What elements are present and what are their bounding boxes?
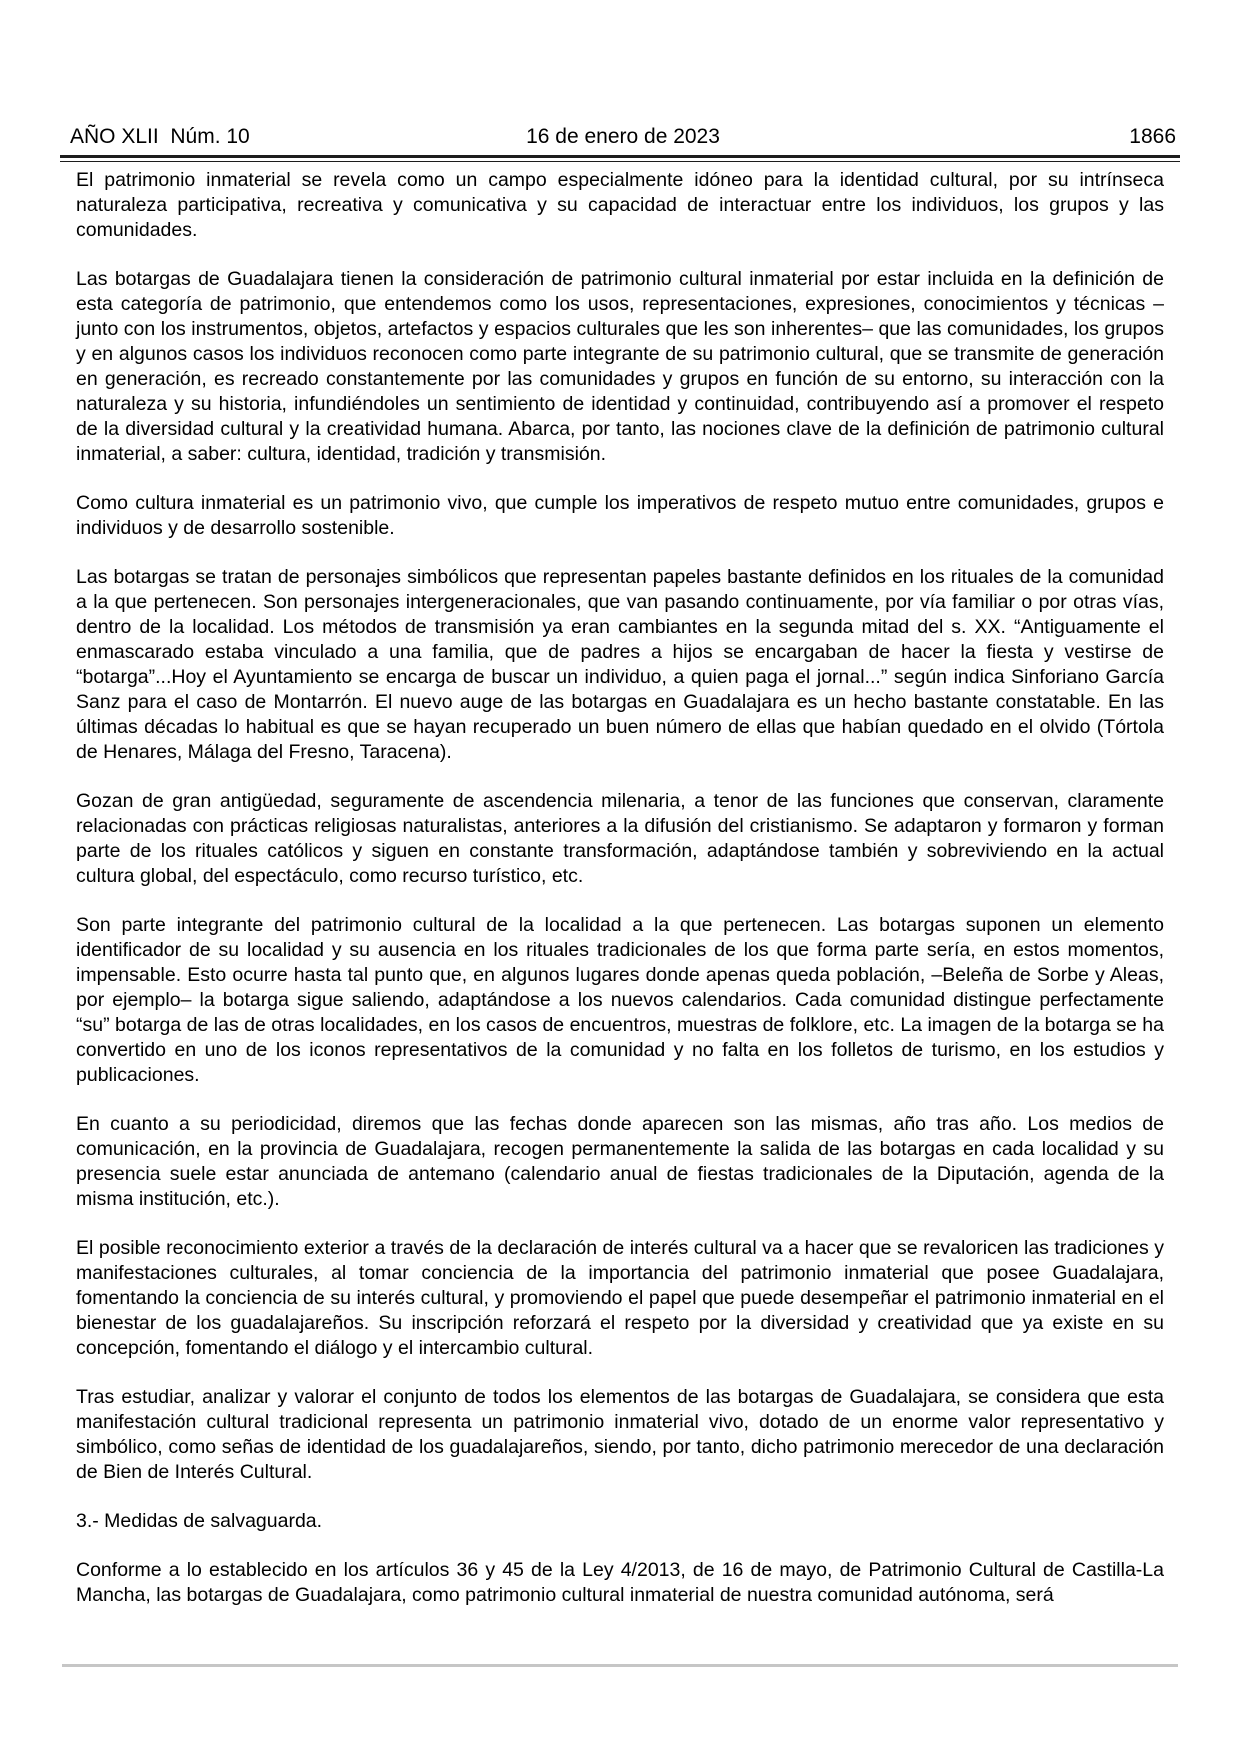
page-header — [70, 124, 1176, 150]
closing-paragraph: Conforme a lo establecido en los artículos 36 y 45 de la Ley 4/2013, de 16 de mayo, de Patrimonio Cultural de Castilla-La Mancha, las botargas de Guadalajara, como patrimonio cultural inmaterial de nuestra comunidad autónoma, será — [76, 1559, 1164, 1606]
paragraph: Gozan de gran antigüedad, seguramente de ascendencia milenaria, a tenor de las funciones que conservan, claramente relacionadas con prácticas religiosas naturalistas, anteriores a la difusión del cristianismo. Se adaptaron y formaron y forman parte de los rituales católicos y siguen en constante transformación, adaptándose también y sobreviviendo en la actual cultura global, del espectáculo, como recurso turístico, etc. — [76, 790, 1164, 887]
page-number: 1866 — [1129, 125, 1176, 148]
paragraph: El patrimonio inmaterial se revela como un campo especialmente idóneo para la identidad cultural, por su intrínseca naturaleza participativa, recreativa y comunicativa y su capacidad de interactuar entre los individuos, los grupos y las comunidades. — [76, 169, 1164, 241]
document-body — [76, 168, 1164, 1632]
paragraph: Las botargas se tratan de personajes simbólicos que representan papeles bastante definidos en los rituales de la comunidad a la que pertenecen. Son personajes intergeneracionales, que van pasando continuamente, por vía familiar o por otras vías, dentro de la localidad. Los métodos de transmisión ya eran cambiantes en la segunda mitad del s. XX. “Antiguamente el enmascarado estaba vinculado a una familia, que de padres a hijos se encargaban de hacer la fiesta y vestirse de “botarga”...Hoy el Ayuntamiento se encarga de buscar un individuo, a quien paga el jornal...” según indica Sinforiano García Sanz para el caso de Montarrón. El nuevo auge de las botargas en Guadalajara es un hecho bastante constatable. En las últimas décadas lo habitual es que se hayan recuperado un buen número de ellas que habían quedado en el olvido (Tórtola de Henares, Málaga del Fresno, Taracena). — [76, 566, 1164, 763]
paragraph: Son parte integrante del patrimonio cultural de la localidad a la que pertenecen. Las botargas suponen un elemento identificador de su localidad y su ausencia en los rituales tradicionales de los que forma parte sería, en estos momentos, impensable. Esto ocurre hasta tal punto que, en algunos lugares donde apenas queda población, –Beleña de Sorbe y Aleas, por ejemplo– la botarga sigue saliendo, adaptándose a los nuevos calendarios. Cada comunidad distingue perfectamente “su” botarga de las de otras localidades, en los casos de encuentros, muestras de folklore, etc. La imagen de la botarga se ha convertido en uno de los iconos representativos de la comunidad y no falta en los folletos de turismo, en los estudios y publicaciones. — [76, 914, 1164, 1086]
section-heading: 3.- Medidas de salvaguarda. — [76, 1510, 323, 1532]
edition-label: AÑO XLII Núm. 10 — [70, 125, 250, 148]
date-label: 16 de enero de 2023 — [526, 125, 720, 148]
footer-rule — [62, 1664, 1178, 1667]
paragraph: Las botargas de Guadalajara tienen la consideración de patrimonio cultural inmaterial por estar incluida en la definición de esta categoría de patrimonio, que entendemos como los usos, representaciones, expresiones, conocimientos y técnicas –junto con los instrumentos, objetos, artefactos y espacios culturales que les son inherentes– que las comunidades, los grupos y en algunos casos los individuos reconocen como parte integrante de su patrimonio cultural, que se transmite de generación en generación, es recreado constantemente por las comunidades y grupos en función de su entorno, su interacción con la naturaleza y su historia, infundiéndoles un sentimiento de identidad y continuidad, contribuyendo así a promover el respeto de la diversidad cultural y la creatividad humana. Abarca, por tanto, las nociones clave de la definición de patrimonio cultural inmaterial, a saber: cultura, identidad, tradición y transmisión. — [76, 268, 1164, 465]
header-rule — [60, 155, 1180, 162]
paragraph: Tras estudiar, analizar y valorar el conjunto de todos los elementos de las botargas de Guadalajara, se considera que esta manifestación cultural tradicional representa un patrimonio inmaterial vivo, dotado de un enorme valor representativo y simbólico, como señas de identidad de los guadalajareños, siendo, por tanto, dicho patrimonio merecedor de una declaración de Bien de Interés Cultural. — [76, 1386, 1164, 1483]
paragraph: El posible reconocimiento exterior a través de la declaración de interés cultural va a hacer que se revaloricen las tradiciones y manifestaciones culturales, al tomar conciencia de la importancia del patrimonio inmaterial que posee Guadalajara, fomentando la conciencia de su interés cultural, y promoviendo el papel que puede desempeñar el patrimonio inmaterial en el bienestar de los guadalajareños. Su inscripción reforzará el respeto por la diversidad y creatividad que ya existe en su concepción, fomentando el diálogo y el intercambio cultural. — [76, 1237, 1164, 1359]
paragraph: Como cultura inmaterial es un patrimonio vivo, que cumple los imperativos de respeto mutuo entre comunidades, grupos e individuos y de desarrollo sostenible. — [76, 492, 1164, 539]
paragraph: En cuanto a su periodicidad, diremos que las fechas donde aparecen son las mismas, año tras año. Los medios de comunicación, en la provincia de Guadalajara, recogen permanentemente la salida de las botargas en cada localidad y su presencia suele estar anunciada de antemano (calendario anual de fiestas tradicionales de la Diputación, agenda de la misma institución, etc.). — [76, 1113, 1164, 1210]
